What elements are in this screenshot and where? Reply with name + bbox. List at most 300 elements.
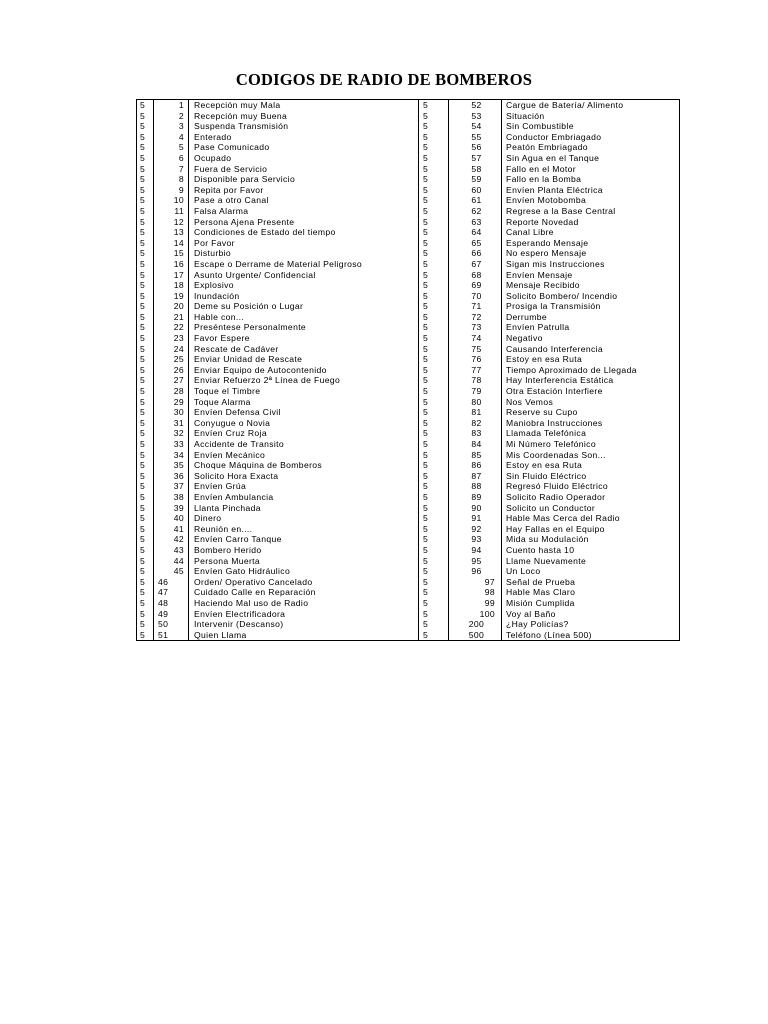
prefix-cell-left: 5 (137, 206, 154, 217)
prefix-cell-right: 5 (419, 354, 449, 365)
code-description-cell-right: Hay Interferencia Estática (502, 375, 680, 386)
table-row (137, 471, 680, 482)
prefix-cell-left: 5 (137, 587, 154, 598)
prefix-cell-right: 5 (419, 397, 449, 408)
code-number-cell-right: 86 (449, 460, 502, 471)
prefix-cell-right: 5 (419, 164, 449, 175)
code-description-cell-left: Enviar Equipo de Autocontenido (189, 365, 419, 376)
table-row (137, 270, 680, 281)
code-description-cell-left: Enviar Unidad de Rescate (189, 354, 419, 365)
code-number-cell-right: 84 (449, 439, 502, 450)
table-row (137, 301, 680, 312)
code-description-cell-left: Intervenir (Descanso) (189, 619, 419, 630)
code-description-cell-right: Nos Vemos (502, 397, 680, 408)
table-row (137, 460, 680, 471)
prefix-cell-right: 5 (419, 280, 449, 291)
prefix-cell-left: 5 (137, 195, 154, 206)
prefix-cell-right: 5 (419, 418, 449, 429)
prefix-cell-right: 5 (419, 386, 449, 397)
prefix-cell-right: 5 (419, 142, 449, 153)
code-description-cell-left: Recepción muy Buena (189, 111, 419, 122)
table-row (137, 132, 680, 143)
code-number-cell-right: 79 (449, 386, 502, 397)
prefix-cell-left: 5 (137, 566, 154, 577)
code-description-cell-left: Envíen Cruz Roja (189, 428, 419, 439)
prefix-cell-left: 5 (137, 513, 154, 524)
code-description-cell-left: Cuidado Calle en Reparación (189, 587, 419, 598)
prefix-cell-left: 5 (137, 291, 154, 302)
code-number-cell-left: 24 (154, 344, 189, 355)
table-row (137, 164, 680, 175)
code-description-cell-right: Envíen Patrulla (502, 322, 680, 333)
code-description-cell-left: Suspenda Transmisión (189, 121, 419, 132)
prefix-cell-right: 5 (419, 534, 449, 545)
code-description-cell-left: Envíen Carro Tanque (189, 534, 419, 545)
code-description-cell-left: Inundación (189, 291, 419, 302)
prefix-cell-right: 5 (419, 185, 449, 196)
prefix-cell-left: 5 (137, 418, 154, 429)
table-row (137, 259, 680, 270)
code-number-cell-left: 39 (154, 503, 189, 514)
code-description-cell-right: Hable Mas Cerca del Radio (502, 513, 680, 524)
code-description-cell-right: Envíen Planta Eléctrica (502, 185, 680, 196)
table-row (137, 217, 680, 228)
code-description-cell-left: Envíen Grúa (189, 481, 419, 492)
prefix-cell-left: 5 (137, 270, 154, 281)
code-number-cell-left: 32 (154, 428, 189, 439)
code-description-cell-right: Cargue de Batería/ Alimento (502, 100, 680, 111)
prefix-cell-right: 5 (419, 322, 449, 333)
code-description-cell-left: Asunto Urgente/ Confidencial (189, 270, 419, 281)
code-description-cell-right: Esperando Mensaje (502, 238, 680, 249)
code-number-cell-left: 25 (154, 354, 189, 365)
prefix-cell-left: 5 (137, 577, 154, 588)
prefix-cell-left: 5 (137, 301, 154, 312)
code-number-cell-right: 97 (449, 577, 502, 588)
code-number-cell-right: 65 (449, 238, 502, 249)
prefix-cell-left: 5 (137, 397, 154, 408)
code-number-cell-left: 4 (154, 132, 189, 143)
table-row (137, 619, 680, 630)
code-number-cell-right: 89 (449, 492, 502, 503)
code-description-cell-left: Persona Muerta (189, 556, 419, 567)
code-number-cell-right: 71 (449, 301, 502, 312)
table-row (137, 556, 680, 567)
code-description-cell-right: Derrumbe (502, 312, 680, 323)
code-number-cell-left: 18 (154, 280, 189, 291)
code-number-cell-left: 35 (154, 460, 189, 471)
prefix-cell-right: 5 (419, 503, 449, 514)
table-row (137, 587, 680, 598)
code-description-cell-left: Envíen Electrificadora (189, 609, 419, 620)
code-number-cell-left: 16 (154, 259, 189, 270)
code-number-cell-left: 5 (154, 142, 189, 153)
code-number-cell-right: 75 (449, 344, 502, 355)
table-row (137, 524, 680, 535)
code-number-cell-left: 7 (154, 164, 189, 175)
code-description-cell-right: Llame Nuevamente (502, 556, 680, 567)
prefix-cell-left: 5 (137, 121, 154, 132)
code-number-cell-left: 50 (154, 619, 189, 630)
table-row (137, 630, 680, 641)
code-description-cell-left: Envíen Mecánico (189, 450, 419, 461)
code-description-cell-left: Recepción muy Mala (189, 100, 419, 111)
table-row (137, 566, 680, 577)
prefix-cell-right: 5 (419, 513, 449, 524)
prefix-cell-right: 5 (419, 100, 449, 111)
code-number-cell-left: 28 (154, 386, 189, 397)
prefix-cell-right: 5 (419, 291, 449, 302)
code-number-cell-left: 20 (154, 301, 189, 312)
code-description-cell-right: Prosiga la Transmisión (502, 301, 680, 312)
code-description-cell-right: Reporte Novedad (502, 217, 680, 228)
code-number-cell-right: 96 (449, 566, 502, 577)
prefix-cell-right: 5 (419, 407, 449, 418)
prefix-cell-right: 5 (419, 132, 449, 143)
table-row (137, 577, 680, 588)
table-row (137, 609, 680, 620)
prefix-cell-left: 5 (137, 312, 154, 323)
code-number-cell-right: 61 (449, 195, 502, 206)
prefix-cell-right: 5 (419, 577, 449, 588)
code-description-cell-right: Situación (502, 111, 680, 122)
code-number-cell-right: 92 (449, 524, 502, 535)
code-number-cell-right: 58 (449, 164, 502, 175)
prefix-cell-right: 5 (419, 619, 449, 630)
code-number-cell-left: 2 (154, 111, 189, 122)
code-number-cell-left: 47 (154, 587, 189, 598)
code-description-cell-right: Mida su Modulación (502, 534, 680, 545)
code-number-cell-left: 22 (154, 322, 189, 333)
code-number-cell-right: 94 (449, 545, 502, 556)
code-number-cell-right: 73 (449, 322, 502, 333)
code-description-cell-right: Voy al Baño (502, 609, 680, 620)
prefix-cell-left: 5 (137, 375, 154, 386)
code-description-cell-right: Solicito Bombero/ Incendio (502, 291, 680, 302)
table-row (137, 312, 680, 323)
prefix-cell-left: 5 (137, 354, 154, 365)
code-number-cell-left: 37 (154, 481, 189, 492)
prefix-cell-right: 5 (419, 248, 449, 259)
prefix-cell-right: 5 (419, 312, 449, 323)
code-number-cell-right: 88 (449, 481, 502, 492)
prefix-cell-right: 5 (419, 344, 449, 355)
code-number-cell-left: 23 (154, 333, 189, 344)
prefix-cell-right: 5 (419, 598, 449, 609)
prefix-cell-left: 5 (137, 280, 154, 291)
table-row (137, 534, 680, 545)
code-number-cell-right: 200 (449, 619, 502, 630)
code-number-cell-left: 15 (154, 248, 189, 259)
table-row (137, 513, 680, 524)
code-description-cell-right: Cuento hasta 10 (502, 545, 680, 556)
table-row (137, 142, 680, 153)
code-description-cell-right: Hay Fallas en el Equipo (502, 524, 680, 535)
code-description-cell-left: Escape o Derrame de Material Peligroso (189, 259, 419, 270)
code-number-cell-right: 55 (449, 132, 502, 143)
code-number-cell-right: 83 (449, 428, 502, 439)
code-number-cell-left: 21 (154, 312, 189, 323)
code-number-cell-right: 93 (449, 534, 502, 545)
prefix-cell-right: 5 (419, 153, 449, 164)
prefix-cell-left: 5 (137, 365, 154, 376)
prefix-cell-right: 5 (419, 174, 449, 185)
code-description-cell-left: Toque Alarma (189, 397, 419, 408)
code-number-cell-right: 91 (449, 513, 502, 524)
table-row (137, 492, 680, 503)
table-row (137, 354, 680, 365)
code-description-cell-right: Fallo en la Bomba (502, 174, 680, 185)
document-title: CODIGOS DE RADIO DE BOMBEROS (235, 70, 533, 89)
code-description-cell-right: Maniobra Instrucciones (502, 418, 680, 429)
code-description-cell-right: ¿Hay Policías? (502, 619, 680, 630)
code-number-cell-right: 81 (449, 407, 502, 418)
table-row (137, 322, 680, 333)
prefix-cell-right: 5 (419, 492, 449, 503)
code-number-cell-right: 57 (449, 153, 502, 164)
code-description-cell-right: Sin Fluido Eléctrico (502, 471, 680, 482)
code-number-cell-right: 82 (449, 418, 502, 429)
table-row (137, 407, 680, 418)
code-number-cell-left: 8 (154, 174, 189, 185)
table-row (137, 503, 680, 514)
prefix-cell-right: 5 (419, 195, 449, 206)
table-row (137, 121, 680, 132)
prefix-cell-right: 5 (419, 609, 449, 620)
prefix-cell-left: 5 (137, 386, 154, 397)
prefix-cell-left: 5 (137, 460, 154, 471)
code-description-cell-left: Haciendo Mal uso de Radio (189, 598, 419, 609)
code-description-cell-left: Choque Máquina de Bomberos (189, 460, 419, 471)
prefix-cell-left: 5 (137, 111, 154, 122)
code-description-cell-right: Estoy en esa Ruta (502, 354, 680, 365)
code-description-cell-right: Un Loco (502, 566, 680, 577)
code-number-cell-left: 48 (154, 598, 189, 609)
code-number-cell-right: 62 (449, 206, 502, 217)
code-number-cell-right: 78 (449, 375, 502, 386)
code-description-cell-right: Mi Número Telefónico (502, 439, 680, 450)
code-description-cell-right: Peatón Embriagado (502, 142, 680, 153)
code-description-cell-right: Otra Estación Interfiere (502, 386, 680, 397)
table-row (137, 428, 680, 439)
prefix-cell-right: 5 (419, 301, 449, 312)
table-row (137, 397, 680, 408)
prefix-cell-left: 5 (137, 524, 154, 535)
prefix-cell-right: 5 (419, 450, 449, 461)
code-description-cell-right: Causando Interferencia (502, 344, 680, 355)
code-number-cell-left: 9 (154, 185, 189, 196)
code-number-cell-left: 27 (154, 375, 189, 386)
table-row (137, 174, 680, 185)
prefix-cell-left: 5 (137, 217, 154, 228)
code-description-cell-left: Preséntese Personalmente (189, 322, 419, 333)
code-number-cell-right: 76 (449, 354, 502, 365)
table-row (137, 386, 680, 397)
code-number-cell-left: 26 (154, 365, 189, 376)
prefix-cell-left: 5 (137, 174, 154, 185)
prefix-cell-left: 5 (137, 153, 154, 164)
code-number-cell-right: 54 (449, 121, 502, 132)
table-row (137, 153, 680, 164)
code-number-cell-left: 43 (154, 545, 189, 556)
code-description-cell-right: Sin Agua en el Tanque (502, 153, 680, 164)
code-description-cell-left: Enviar Refuerzo 2ª Línea de Fuego (189, 375, 419, 386)
prefix-cell-right: 5 (419, 375, 449, 386)
code-description-cell-right: Regrese a la Base Central (502, 206, 680, 217)
code-description-cell-left: Quien Llama (189, 630, 419, 641)
prefix-cell-left: 5 (137, 609, 154, 620)
code-description-cell-right: Canal Libre (502, 227, 680, 238)
prefix-cell-left: 5 (137, 598, 154, 609)
code-description-cell-left: Dinero (189, 513, 419, 524)
code-number-cell-left: 33 (154, 439, 189, 450)
code-number-cell-right: 53 (449, 111, 502, 122)
code-number-cell-right: 77 (449, 365, 502, 376)
code-number-cell-right: 72 (449, 312, 502, 323)
table-row (137, 280, 680, 291)
code-number-cell-left: 41 (154, 524, 189, 535)
code-number-cell-right: 100 (449, 609, 502, 620)
code-number-cell-left: 17 (154, 270, 189, 281)
code-number-cell-left: 19 (154, 291, 189, 302)
code-description-cell-left: Envíen Gato Hidráulico (189, 566, 419, 577)
prefix-cell-right: 5 (419, 365, 449, 376)
code-description-cell-left: Por Favor (189, 238, 419, 249)
code-description-cell-left: Envíen Ambulancia (189, 492, 419, 503)
prefix-cell-right: 5 (419, 471, 449, 482)
code-description-cell-right: No espero Mensaje (502, 248, 680, 259)
prefix-cell-left: 5 (137, 450, 154, 461)
code-description-cell-left: Envíen Defensa Civil (189, 407, 419, 418)
code-description-cell-left: Fuera de Servicio (189, 164, 419, 175)
table-row (137, 238, 680, 249)
code-description-cell-right: Solicito Radio Operador (502, 492, 680, 503)
code-description-cell-right: Fallo en el Motor (502, 164, 680, 175)
code-number-cell-right: 98 (449, 587, 502, 598)
table-row (137, 206, 680, 217)
code-number-cell-left: 36 (154, 471, 189, 482)
code-number-cell-left: 14 (154, 238, 189, 249)
code-number-cell-left: 46 (154, 577, 189, 588)
code-number-cell-left: 30 (154, 407, 189, 418)
prefix-cell-right: 5 (419, 238, 449, 249)
code-description-cell-left: Disponible para Servicio (189, 174, 419, 185)
table-row (137, 291, 680, 302)
code-number-cell-left: 31 (154, 418, 189, 429)
prefix-cell-left: 5 (137, 238, 154, 249)
code-description-cell-right: Regresó Fluido Eléctrico (502, 481, 680, 492)
code-number-cell-right: 87 (449, 471, 502, 482)
code-description-cell-right: Conductor Embriagado (502, 132, 680, 143)
prefix-cell-right: 5 (419, 333, 449, 344)
code-description-cell-right: Sigan mis Instrucciones (502, 259, 680, 270)
prefix-cell-left: 5 (137, 556, 154, 567)
prefix-cell-left: 5 (137, 534, 154, 545)
code-number-cell-left: 1 (154, 100, 189, 111)
prefix-cell-left: 5 (137, 333, 154, 344)
prefix-cell-left: 5 (137, 619, 154, 630)
code-number-cell-right: 85 (449, 450, 502, 461)
code-number-cell-right: 56 (449, 142, 502, 153)
code-number-cell-left: 3 (154, 121, 189, 132)
table-row (137, 344, 680, 355)
code-number-cell-right: 68 (449, 270, 502, 281)
code-description-cell-left: Favor Espere (189, 333, 419, 344)
prefix-cell-right: 5 (419, 227, 449, 238)
code-description-cell-right: Mis Coordenadas Son... (502, 450, 680, 461)
table-row (137, 100, 680, 111)
prefix-cell-right: 5 (419, 439, 449, 450)
code-number-cell-left: 38 (154, 492, 189, 503)
prefix-cell-right: 5 (419, 206, 449, 217)
table-row (137, 195, 680, 206)
table-row (137, 248, 680, 259)
code-description-cell-right: Sin Combustible (502, 121, 680, 132)
code-description-cell-left: Rescate de Cadáver (189, 344, 419, 355)
code-description-cell-left: Disturbio (189, 248, 419, 259)
code-number-cell-right: 60 (449, 185, 502, 196)
code-description-cell-right: Señal de Prueba (502, 577, 680, 588)
code-number-cell-left: 51 (154, 630, 189, 641)
table-row (137, 111, 680, 122)
prefix-cell-right: 5 (419, 524, 449, 535)
code-number-cell-left: 42 (154, 534, 189, 545)
code-number-cell-right: 64 (449, 227, 502, 238)
code-number-cell-left: 11 (154, 206, 189, 217)
prefix-cell-right: 5 (419, 121, 449, 132)
prefix-cell-right: 5 (419, 556, 449, 567)
prefix-cell-left: 5 (137, 100, 154, 111)
prefix-cell-right: 5 (419, 587, 449, 598)
code-description-cell-right: Negativo (502, 333, 680, 344)
code-number-cell-right: 69 (449, 280, 502, 291)
code-number-cell-left: 6 (154, 153, 189, 164)
code-description-cell-left: Condiciones de Estado del tiempo (189, 227, 419, 238)
code-number-cell-right: 500 (449, 630, 502, 641)
prefix-cell-left: 5 (137, 259, 154, 270)
code-number-cell-left: 40 (154, 513, 189, 524)
code-description-cell-right: Llamada Telefónica (502, 428, 680, 439)
code-number-cell-right: 80 (449, 397, 502, 408)
prefix-cell-left: 5 (137, 185, 154, 196)
table-row (137, 185, 680, 196)
code-description-cell-right: Teléfono (Línea 500) (502, 630, 680, 641)
prefix-cell-left: 5 (137, 428, 154, 439)
prefix-cell-right: 5 (419, 566, 449, 577)
code-number-cell-left: 10 (154, 195, 189, 206)
code-number-cell-left: 12 (154, 217, 189, 228)
prefix-cell-left: 5 (137, 630, 154, 641)
code-number-cell-right: 99 (449, 598, 502, 609)
code-description-cell-left: Bombero Herido (189, 545, 419, 556)
code-description-cell-right: Solicito un Conductor (502, 503, 680, 514)
code-number-cell-right: 59 (449, 174, 502, 185)
table-row (137, 598, 680, 609)
code-description-cell-left: Persona Ajena Presente (189, 217, 419, 228)
code-description-cell-left: Falsa Alarma (189, 206, 419, 217)
code-description-cell-left: Hable con... (189, 312, 419, 323)
prefix-cell-left: 5 (137, 481, 154, 492)
prefix-cell-right: 5 (419, 270, 449, 281)
code-description-cell-left: Deme su Posición o Lugar (189, 301, 419, 312)
code-number-cell-left: 45 (154, 566, 189, 577)
table-row (137, 227, 680, 238)
code-description-cell-left: Enterado (189, 132, 419, 143)
prefix-cell-left: 5 (137, 322, 154, 333)
radio-codes-table (136, 99, 680, 641)
code-description-cell-right: Hable Mas Claro (502, 587, 680, 598)
prefix-cell-left: 5 (137, 248, 154, 259)
